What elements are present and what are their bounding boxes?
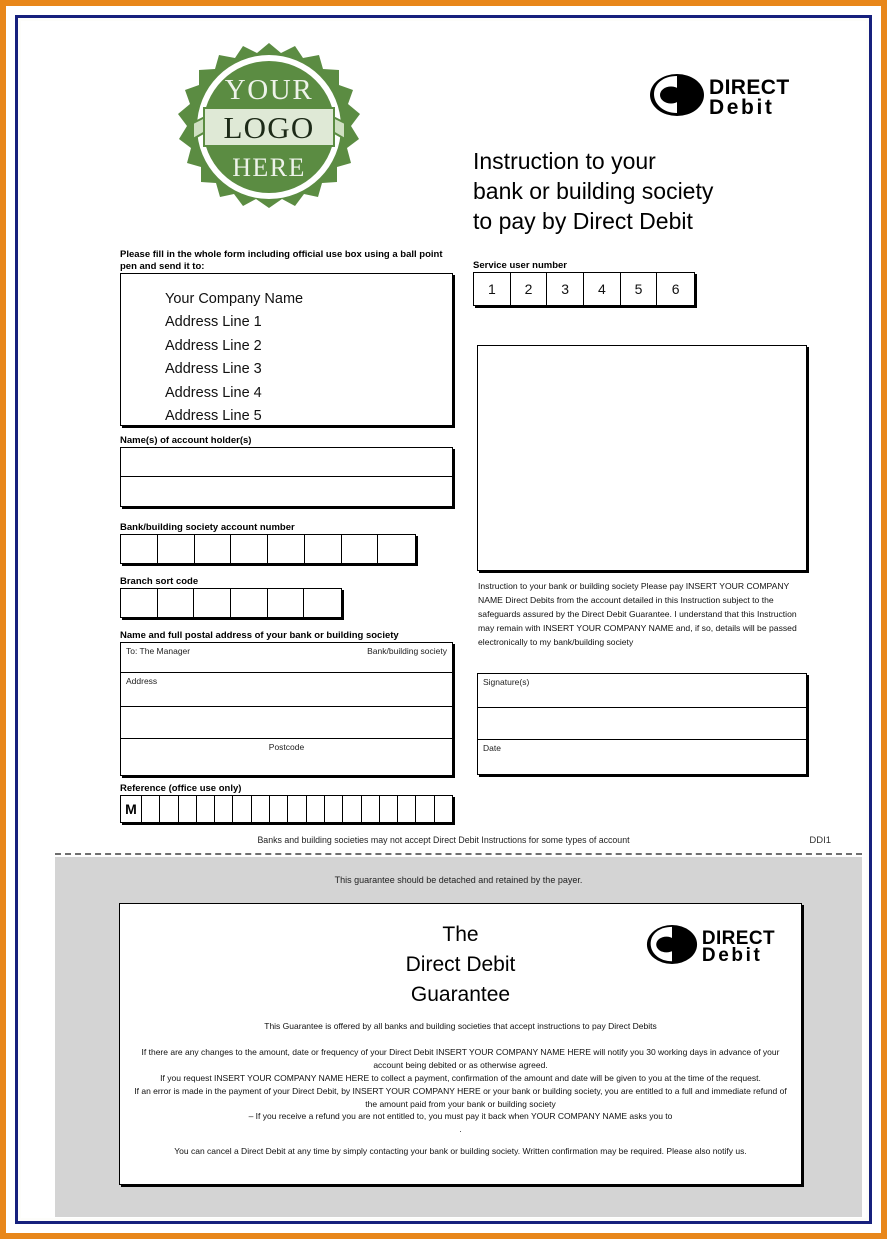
guarantee-paragraph: – If you receive a refund you are not entitled to, you must pay it back when YOUR COMPANY NAME asks you to — [248, 1111, 673, 1122]
date-row[interactable] — [478, 740, 806, 774]
reference-cell[interactable] — [380, 796, 398, 822]
detach-note: This guarantee should be detached and retained by the payer. — [334, 875, 583, 885]
headline-line-1: Instruction to your — [473, 148, 656, 174]
bank-address-label: Name and full postal address of your bank or building society — [120, 630, 399, 641]
guarantee-lead: This Guarantee is offered by all banks and building societies that accept instructions to pay Direct Debits — [264, 1021, 657, 1031]
page-inner-border — [15, 15, 872, 1224]
reference-cell[interactable] — [160, 796, 178, 822]
service-user-number-digit: 1 — [474, 273, 511, 305]
company-logo-placeholder — [171, 39, 367, 231]
direct-debit-word-bottom: Debit — [701, 945, 763, 966]
instruction-paragraph: Instruction to your bank or building society Please pay INSERT YOUR COMPANY NAME Direct Debits from the account detailed in this Instruction subject to the safeguards assured by the Direct Debit Guarantee. I understand that this Instruction may remain with INSERT YOUR COMPANY NAME and, if so, details will be passed electronically to my bank/building society — [478, 581, 797, 647]
service-user-number-digit: 2 — [511, 273, 548, 305]
address-label: Address — [126, 676, 158, 686]
account-holder-row[interactable] — [121, 477, 452, 506]
bank-name-row[interactable] — [121, 643, 452, 673]
service-user-number-label: Service user number — [473, 260, 567, 271]
guarantee-header — [120, 904, 801, 1020]
page-title — [473, 147, 823, 237]
sort-code-cell[interactable] — [158, 589, 195, 617]
reference-input[interactable] — [120, 795, 453, 823]
reference-cell[interactable] — [398, 796, 416, 822]
direct-debit-logo — [649, 73, 790, 122]
reference-cell[interactable] — [343, 796, 361, 822]
service-user-number-digit: 4 — [584, 273, 621, 305]
direct-debit-logo — [646, 924, 775, 970]
svg-text:HERE: HERE — [232, 153, 306, 182]
reference-cell[interactable] — [416, 796, 434, 822]
guarantee-paragraph: If there are any changes to the amount, date or frequency of your Direct Debit INSERT YOUR COMPANY NAME HERE will notify you 30 working days in advance of your account being debited or as otherwise agreed. — [141, 1046, 780, 1070]
direct-debit-wordmark — [709, 78, 790, 117]
reference-cell[interactable] — [435, 796, 452, 822]
guarantee-title-line-3: Guarantee — [410, 982, 511, 1006]
sort-code-cell[interactable] — [121, 589, 158, 617]
address-line: Address Line 5 — [165, 408, 262, 425]
direct-debit-instruction-form — [21, 21, 866, 846]
account-number-cell[interactable] — [158, 535, 195, 563]
sort-code-cell[interactable] — [304, 589, 341, 617]
company-address-box — [120, 273, 453, 426]
guarantee-paragraph: You can cancel a Direct Debit at any time by simply contacting your bank or building society. Written confirmation may be required. Please also notify us. — [174, 1146, 747, 1157]
address-line: Your Company Name — [165, 291, 304, 307]
service-user-number-digit: 3 — [547, 273, 584, 305]
signature-row[interactable] — [478, 708, 806, 740]
direct-debit-wordmark — [701, 927, 775, 966]
form-sheet — [21, 21, 866, 1218]
sort-code-cell[interactable] — [231, 589, 268, 617]
logo-badge-icon — [171, 39, 367, 231]
form-code: DDI1 — [809, 835, 831, 846]
date-label: Date — [483, 743, 501, 753]
bank-address-row[interactable] — [121, 673, 452, 707]
svg-text:YOUR: YOUR — [224, 74, 314, 106]
direct-debit-word-bottom: Debit — [709, 95, 775, 119]
spacer — [134, 1136, 787, 1145]
reference-cell[interactable] — [233, 796, 251, 822]
account-holder-row[interactable] — [121, 448, 452, 477]
reference-cell[interactable] — [179, 796, 197, 822]
guarantee-paragraph: If an error is made in the payment of your Direct Debit, by INSERT YOUR COMPANY HERE or your bank or building society, you are entitled to a full and immediate refund of the amount paid from your bank or building society — [134, 1085, 787, 1109]
headline-line-3: to pay by Direct Debit — [473, 207, 693, 234]
bank-postcode-row[interactable] — [121, 739, 452, 775]
signature-box[interactable] — [477, 673, 807, 775]
tear-off-divider — [55, 853, 862, 855]
account-number-input[interactable] — [120, 534, 416, 564]
headline-line-2: bank or building society — [473, 177, 714, 204]
service-user-number — [473, 272, 695, 306]
bank-address-row[interactable] — [121, 707, 452, 739]
address-line: Address Line 1 — [165, 314, 262, 331]
reference-cell[interactable] — [270, 796, 288, 822]
service-user-number-digit: 6 — [671, 281, 680, 297]
reference-cell[interactable] — [252, 796, 270, 822]
guarantee-paragraph: If you request INSERT YOUR COMPANY NAME HERE to collect a payment, confirmation of the amount and date will be given to you at the time of the request. — [160, 1072, 761, 1083]
guarantee-body — [120, 1020, 801, 1158]
signature-label: Signature(s) — [483, 677, 530, 687]
account-number-cell[interactable] — [378, 535, 415, 563]
direct-debit-mark-icon — [649, 73, 705, 122]
svg-text:LOGO: LOGO — [223, 110, 315, 145]
signature-row[interactable] — [478, 674, 806, 708]
account-number-cell[interactable] — [195, 535, 232, 563]
direct-debit-guarantee-panel — [55, 857, 862, 1217]
guarantee-title-line-1: The — [442, 923, 479, 946]
guarantee-title-line-2: Direct Debit — [405, 952, 516, 976]
account-number-cell[interactable] — [121, 535, 158, 563]
account-holder-input[interactable] — [120, 447, 453, 507]
address-line: Address Line 3 — [165, 361, 262, 378]
address-line: Address Line 4 — [165, 384, 262, 401]
direct-debit-word-top: DIRECT — [701, 927, 775, 949]
bank-building-society-label: Bank/building society — [367, 646, 447, 656]
to-manager-label: To: The Manager — [126, 646, 191, 656]
reference-cell[interactable] — [307, 796, 325, 822]
direct-debit-word-top: DIRECT — [709, 76, 790, 100]
service-user-number-digit: 5 — [621, 273, 658, 305]
company-address-lines — [121, 274, 452, 429]
guarantee-box — [119, 903, 802, 1185]
address-line: Address Line 2 — [165, 337, 262, 354]
reference-label: Reference (office use only) — [120, 783, 242, 794]
sort-code-cell[interactable] — [194, 589, 231, 617]
account-number-cell[interactable] — [231, 535, 268, 563]
account-holder-label: Name(s) of account holder(s) — [120, 435, 252, 446]
postcode-label: Postcode — [268, 742, 305, 752]
footer-note: Banks and building societies may not accept Direct Debit Instructions for some types of account — [257, 835, 630, 845]
sort-code-cell[interactable] — [268, 589, 305, 617]
account-number-cell[interactable] — [342, 535, 379, 563]
account-number-cell[interactable] — [268, 535, 305, 563]
guarantee-paragraph: . — [459, 1124, 462, 1135]
reference-detail-box[interactable] — [477, 345, 807, 571]
fill-instructions-note: Please fill in the whole form including official use box using a ball point pen and send it to: — [120, 249, 443, 273]
bank-address-box[interactable] — [120, 642, 453, 776]
reference-prefix-cell: M — [121, 796, 142, 822]
sort-code-input[interactable] — [120, 588, 342, 618]
account-number-label: Bank/building society account number — [120, 522, 295, 533]
reference-cell[interactable] — [197, 796, 215, 822]
reference-cell[interactable] — [362, 796, 380, 822]
reference-cell[interactable] — [142, 796, 160, 822]
reference-cell[interactable] — [215, 796, 233, 822]
account-number-cell[interactable] — [305, 535, 342, 563]
reference-cell[interactable] — [288, 796, 306, 822]
reference-cell[interactable] — [325, 796, 343, 822]
sort-code-label: Branch sort code — [120, 576, 199, 587]
direct-debit-mark-icon — [646, 924, 698, 970]
